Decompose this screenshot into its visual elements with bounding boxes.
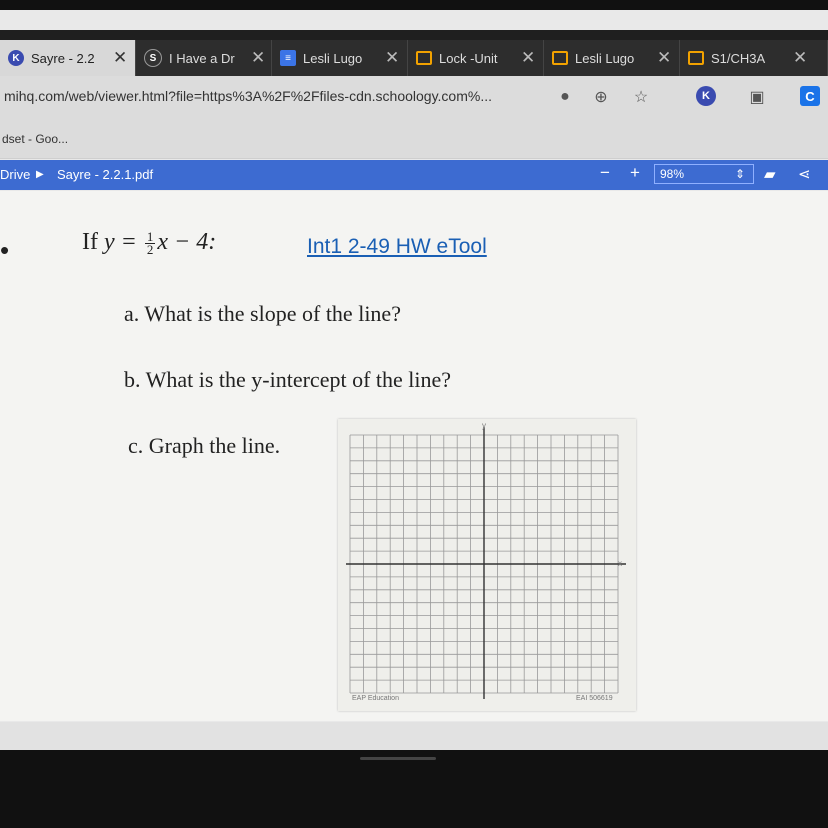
tab-lock-unit[interactable] (408, 40, 544, 76)
y-axis-label: y (482, 421, 486, 430)
part-b-text: b. What is the y-intercept of the line? (124, 367, 452, 392)
coordinate-grid[interactable] (338, 419, 636, 711)
zoom-value: 98% (660, 167, 685, 181)
fraction-denominator: 2 (146, 241, 154, 257)
graph-footer-left: EAP Education (352, 695, 399, 702)
pdf-page (0, 191, 828, 721)
tab-label: Lesli Lugo (575, 50, 635, 66)
equation-rhs: x − 4: (157, 229, 217, 255)
part-c-text: c. Graph the line. (128, 433, 281, 458)
tab-label: I Have a Dr (169, 50, 235, 66)
close-icon[interactable]: ✕ (251, 48, 266, 67)
equation-lhs: y = (103, 229, 143, 255)
close-icon[interactable]: ✕ (793, 48, 808, 67)
url-text[interactable]: mihq.com/web/viewer.html?file=https%3A%2F%2Ffiles-cdn.schoology.com%... (4, 88, 492, 104)
classroom-icon (416, 51, 432, 65)
star-icon[interactable]: ☆ (633, 89, 649, 106)
tab-label: Lesli Lugo (303, 50, 363, 66)
s-icon: S (144, 49, 162, 67)
tab-lesli-lugo-classroom[interactable] (544, 40, 680, 76)
folder-icon[interactable]: ▰ (764, 166, 776, 183)
classroom-icon (552, 51, 568, 65)
tab-label: S1/CH3A (711, 50, 766, 66)
address-bar[interactable] (0, 76, 828, 120)
tab-lesli-lugo-doc[interactable] (272, 40, 408, 76)
share-icon[interactable]: ⋖ (798, 166, 811, 183)
caret-right-icon: ▶ (36, 169, 44, 180)
location-icon[interactable]: ● (560, 88, 570, 105)
close-icon[interactable]: ✕ (385, 48, 400, 67)
title-prefix: If (82, 229, 104, 255)
zoom-in-button[interactable]: + (630, 163, 640, 182)
bottom-strip (0, 722, 828, 750)
classroom-icon (688, 51, 704, 65)
tab-sayre[interactable] (0, 40, 136, 76)
tab-i-have-a-dream[interactable] (136, 40, 272, 76)
screen (0, 10, 828, 750)
zoom-select[interactable] (654, 164, 754, 184)
kami-extension-icon[interactable]: K (696, 86, 716, 106)
close-icon[interactable]: ✕ (657, 48, 672, 67)
viewer-toolbar (0, 160, 828, 190)
fraction (145, 228, 156, 257)
extension-icon[interactable]: ▣ (749, 89, 765, 106)
question-title (82, 229, 216, 256)
docs-icon: ≡ (280, 50, 296, 66)
tab-strip (0, 30, 828, 76)
zoom-out-button[interactable]: − (600, 163, 610, 182)
fraction-numerator: 1 (146, 228, 154, 244)
part-a-text: a. What is the slope of the line? (124, 301, 401, 326)
close-icon[interactable]: ✕ (113, 48, 128, 67)
graph-footer-right: EAI 506619 (576, 695, 613, 702)
bookmark-item[interactable]: dset - Goo... (2, 132, 69, 146)
x-axis-label: x (618, 559, 622, 568)
graph-paper[interactable] (338, 419, 636, 711)
tab-s1-ch3a[interactable] (680, 40, 828, 76)
bezel-indicator (360, 757, 436, 760)
chevron-updown-icon: ⇕ (734, 167, 745, 181)
tab-label: Lock -Unit (439, 50, 498, 66)
kami-icon: K (8, 50, 24, 66)
close-icon[interactable]: ✕ (521, 48, 536, 67)
bullet-marker: • (0, 235, 10, 265)
breadcrumb-drive[interactable]: Drive (0, 167, 31, 182)
etool-link[interactable]: Int1 2-49 HW eTool (307, 235, 487, 258)
file-name: Sayre - 2.2.1.pdf (57, 167, 154, 182)
tab-label: Sayre - 2.2 (31, 50, 95, 66)
bookmarks-bar (0, 120, 828, 159)
install-icon[interactable]: ⊕ (594, 89, 608, 106)
c-extension-icon[interactable]: C (800, 86, 820, 106)
